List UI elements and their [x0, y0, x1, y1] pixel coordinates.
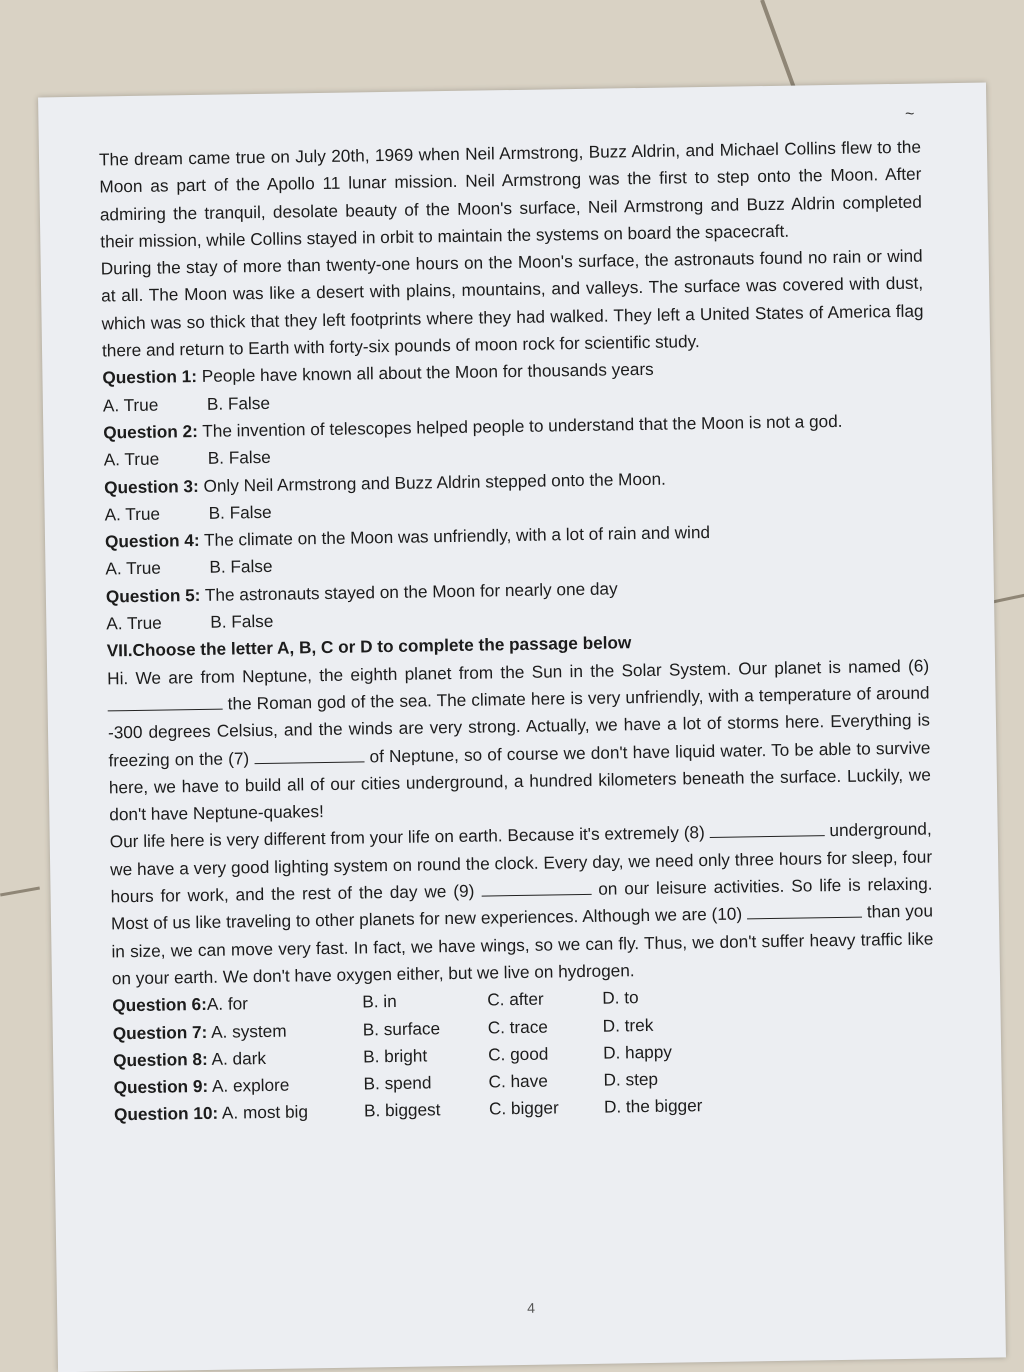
question-text: The astronauts stayed on the Moon for nearly one day	[200, 578, 618, 605]
passage-paragraph-1: The dream came true on July 20th, 1969 when Neil Armstrong, Buzz Aldrin, and Michael Collins flew to the Moon as part of the Apollo 11 lunar mission. Neil Armstrong was the first to step onto the Moon. After admiring the tranquil, desolate beauty of the Moon's surface, Neil Armstrong and Buzz Aldrin completed their mission, while Collins stayed in orbit to maintain the systems on board the spacecraft.	[98, 136, 922, 252]
option-b[interactable]: B. in	[362, 991, 397, 1012]
option-a[interactable]: A. explore	[207, 1074, 290, 1096]
passage-paragraph-2: During the stay of more than twenty-one hours on the Moon's surface, the astronauts found no rain or wind at all. The Moon was like a desert with plains, mountains, and valleys. The surface was covered with dust, which was so thick that they left footprints where they had walked. They left a United States of America flag there and return to Earth with forty-six pounds of moon rock for scientific study.	[100, 245, 924, 361]
option-b[interactable]: B. bright	[363, 1045, 428, 1067]
option-true[interactable]: A. True	[102, 394, 159, 416]
question-text: The climate on the Moon was unfriendly, with a lot of rain and wind	[199, 522, 711, 551]
option-a[interactable]: A. system	[207, 1020, 287, 1042]
neptune-paragraph-2: Our life here is very different from your life on earth. Because it's extremely (8) underground, we have a very good lighting system on round the clock. Every day, we need only three hours for sleep, four hours for work, and the rest of the day we (9) on our leisure activities. So life is relaxing. Most of us like traveling to other planets for new experiences. Although we are (10) than you in size, we can move very fast. In fact, we have wings, so we can fly. Thus, we don't suffer heavy traffic like on your earth. We don't have oxygen either, but we live on hydrogen.	[109, 818, 934, 989]
option-false[interactable]: B. False	[206, 392, 271, 414]
question-label: Question 8:	[113, 1048, 208, 1071]
option-c[interactable]: C. good	[487, 1043, 549, 1065]
question-label: Question 4:	[104, 530, 200, 552]
question-label: Question 3:	[104, 475, 199, 498]
option-c[interactable]: C. have	[488, 1070, 548, 1092]
option-false[interactable]: B. False	[209, 556, 273, 578]
question-text: Only Neil Armstrong and Buzz Aldrin stepped onto the Moon.	[198, 468, 667, 496]
blank-6[interactable]	[107, 693, 222, 712]
option-d[interactable]: D. trek	[602, 1014, 654, 1036]
option-false[interactable]: B. False	[208, 501, 272, 523]
pen-mark: ~	[904, 105, 915, 123]
option-d[interactable]: D. step	[603, 1068, 659, 1090]
blank-10[interactable]	[747, 901, 862, 920]
page-number: 4	[527, 1299, 536, 1316]
option-d[interactable]: D. to	[602, 987, 639, 1008]
question-label: Question 6:	[112, 994, 208, 1016]
option-false[interactable]: B. False	[210, 610, 274, 632]
neptune-paragraph-1: Hi. We are from Neptune, the eighth planet from the Sun in the Solar System. Our planet is named (6) the Roman god of the sea. The climate here is very unfriendly, with a temperature of around -300 degrees Celsius, and the winds are very strong. Actually, we have a lot of storms here. Everything is freezing on the (7) of Neptune, so of course we don't have liquid water. To be able to survive here, we have to build all of our cities underground, a hundred kilometers beneath the surface. Luckily, we don't have Neptune-quakes!	[107, 655, 931, 825]
question-label: Question 2:	[103, 420, 199, 443]
option-c[interactable]: C. bigger	[488, 1097, 559, 1119]
worksheet-content	[99, 134, 936, 1129]
option-d[interactable]: D. the bigger	[603, 1095, 703, 1118]
option-c[interactable]: C. trace	[487, 1016, 549, 1037]
blank-8[interactable]	[709, 820, 824, 839]
option-true[interactable]: A. True	[105, 558, 162, 579]
worksheet-page	[38, 83, 1006, 1372]
question-label: Question 7:	[112, 1021, 208, 1043]
option-b[interactable]: B. spend	[363, 1072, 432, 1094]
section-title: VII.Choose the letter A, B, C or D to complete the passage below	[106, 632, 632, 661]
option-b[interactable]: B. biggest	[363, 1099, 441, 1121]
question-label: Question 5:	[105, 584, 201, 607]
option-d[interactable]: D. happy	[602, 1041, 673, 1063]
blank-9[interactable]	[481, 878, 591, 897]
option-true[interactable]: A. True	[106, 612, 162, 634]
question-label: Question 9:	[113, 1075, 209, 1098]
option-a[interactable]: A. dark	[207, 1047, 267, 1069]
option-a[interactable]: A. most big	[217, 1101, 309, 1124]
option-false[interactable]: B. False	[207, 447, 271, 469]
blank-7[interactable]	[254, 745, 364, 764]
floor-joint	[0, 887, 40, 897]
question-label: Question 1:	[102, 366, 198, 388]
floor-joint	[760, 0, 796, 90]
question-label: Question 10:	[113, 1103, 219, 1125]
option-b[interactable]: B. surface	[362, 1017, 441, 1039]
option-true[interactable]: A. True	[104, 503, 161, 525]
option-a[interactable]: A. for	[206, 993, 249, 1015]
question-text: People have known all about the Moon for thousands years	[196, 359, 654, 387]
option-c[interactable]: C. after	[487, 988, 544, 1010]
option-true[interactable]: A. True	[103, 448, 160, 470]
question-text: The invention of telescopes helped people to understand that the Moon is not a god.	[197, 410, 843, 441]
